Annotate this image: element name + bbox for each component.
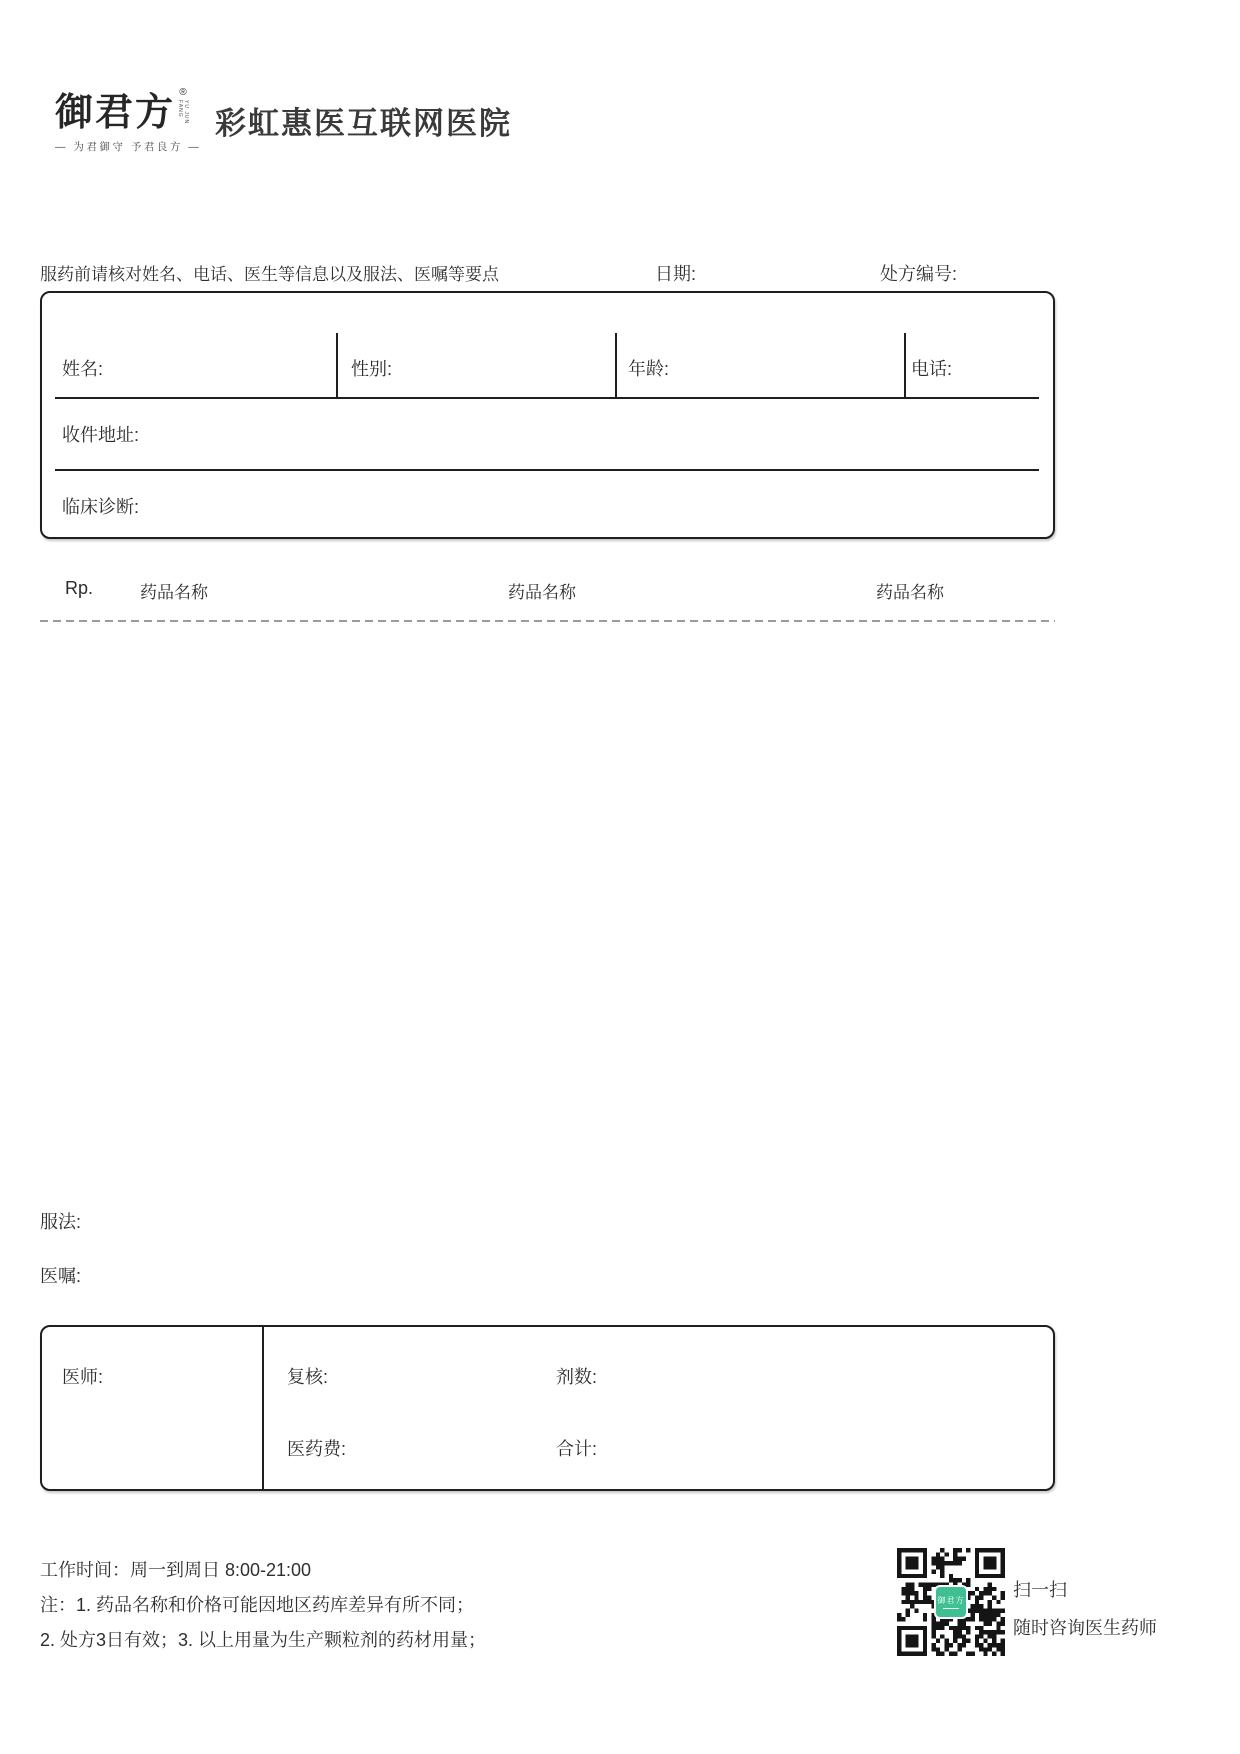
phone-label: 电话: <box>911 359 953 379</box>
name-label: 姓名: <box>62 359 104 379</box>
rp-label: Rp. <box>65 578 94 598</box>
date-label: 日期: <box>655 264 697 284</box>
column-divider <box>904 333 906 397</box>
total-label: 合计: <box>556 1439 598 1459</box>
diagnosis-label: 临床诊断: <box>62 497 140 517</box>
qr-code <box>897 1548 1005 1656</box>
drug-name-header-3: 药品名称 <box>876 583 944 602</box>
qr-center-logo <box>934 1585 968 1619</box>
scan-label: 扫一扫 <box>1013 1580 1067 1600</box>
column-divider <box>615 333 617 397</box>
registered-trademark-icon: ® <box>179 87 187 98</box>
work-time-note: 工作时间：周一到周日 8:00-21:00 <box>40 1560 312 1580</box>
medicine-fee-label: 医药费: <box>287 1439 347 1459</box>
drug-name-header-2: 药品名称 <box>508 583 576 602</box>
signature-column-divider <box>262 1327 264 1489</box>
hospital-title: 彩虹惠医互联网医院 <box>215 106 512 141</box>
brand-name: 御君方 <box>55 89 176 134</box>
rx-number-label: 处方编号: <box>880 264 958 284</box>
qr-center-logo-bar <box>943 1608 959 1609</box>
signature-box <box>40 1325 1055 1491</box>
doctor-label: 医师: <box>62 1367 104 1387</box>
footnote-line-1: 注：1. 药品名称和价格可能因地区药库差异有所不同； <box>40 1595 475 1615</box>
address-label: 收件地址: <box>62 425 140 445</box>
brand-logo-side <box>177 88 189 134</box>
brand-name-latin: YU JUN FANG <box>177 100 190 125</box>
patient-info-box <box>40 291 1055 539</box>
column-divider <box>336 333 338 397</box>
dose-count-label: 剂数: <box>556 1367 598 1387</box>
qr-center-logo-text: 御君方 <box>937 1595 965 1605</box>
usage-label: 服法: <box>40 1212 82 1232</box>
rp-header-row <box>0 578 1240 602</box>
footnote-line-2: 2. 处方3日有效；3. 以上用量为生产颗粒剂的药材用量； <box>40 1630 487 1650</box>
verify-notice: 服药前请核对姓名、电话、医生等信息以及服法、医嘱等要点 <box>40 265 499 284</box>
review-label: 复核: <box>287 1367 329 1387</box>
row-divider <box>55 469 1039 471</box>
advice-label: 医嘱: <box>40 1266 82 1286</box>
age-label: 年龄: <box>628 359 670 379</box>
notice-row <box>0 260 1240 284</box>
row-divider <box>55 397 1039 399</box>
drug-name-header-1: 药品名称 <box>140 583 208 602</box>
gender-label: 性别: <box>351 359 393 379</box>
brand-tagline: — 为君御守 予君良方 — <box>55 141 202 153</box>
dashed-divider <box>40 620 1055 622</box>
scan-hint: 随时咨询医生药师 <box>1013 1618 1157 1638</box>
patient-row-basic <box>42 293 1053 397</box>
